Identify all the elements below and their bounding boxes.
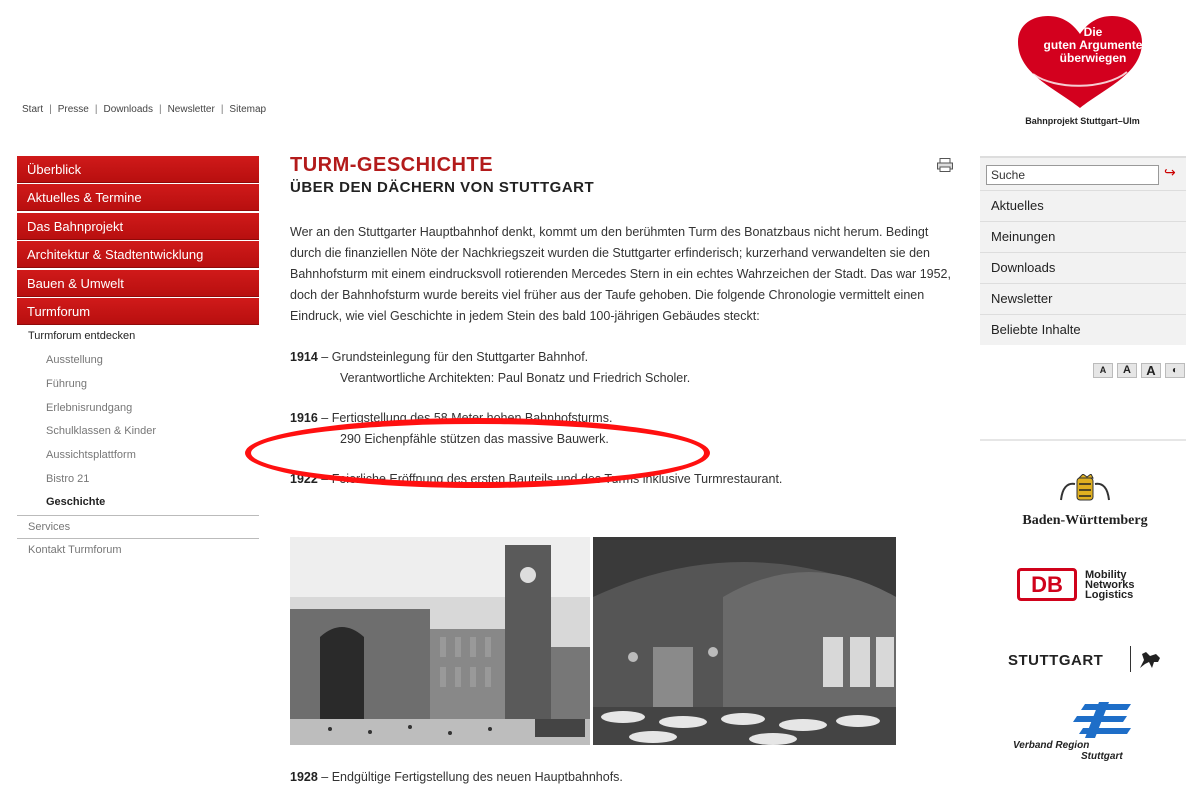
horse-icon	[1136, 648, 1164, 672]
top-link-presse[interactable]: Presse	[57, 104, 89, 115]
sidebar-divider	[980, 439, 1186, 441]
nav-sub-heading[interactable]: Turmforum entdecken	[28, 330, 136, 343]
page-title: TURM-GESCHICHTE	[290, 154, 494, 176]
font-size-medium-button[interactable]: A	[1117, 363, 1137, 378]
db-tagline: Mobility Networks Logistics	[1085, 569, 1135, 601]
nav-sub-ausstellung[interactable]: Ausstellung	[46, 354, 103, 367]
page-subtitle: ÜBER DEN DÄCHERN VON STUTTGART	[290, 179, 595, 196]
nav-item-kontakt[interactable]: Kontakt Turmforum	[17, 538, 259, 561]
db-logo: DB	[1017, 568, 1077, 601]
intro-text: Wer an den Stuttgarter Hauptbahnhof denkt, kommt um den berühmten Turm des Bonatzbaus nicht herum. Bedingt durch die finanziellen Nöte der Nachkriegszeit wurden die Stuttgarter erfinderisch; kurzerhand verwandelten sie den Bahnhofsturm mit einem eindrucksvoll rotierenden Mercedes Stern in ein echtes Wahrzeichen der Stadt. Das war 1952, doch der Bahnhofsturm wurde bereits viel früher aus der Taufe gehoben. Die folgende Chronologie vermittelt einen Eindruck, wie viel Geschichte in jedem Stein des bald 100-jährigen Gebäudes steckt:	[290, 225, 951, 323]
font-size-small-button[interactable]: A	[1093, 363, 1113, 378]
nav-item-architektur[interactable]: Architektur & Stadtentwicklung	[17, 241, 259, 268]
right-link-aktuelles[interactable]: Aktuelles	[980, 190, 1186, 221]
top-link-sitemap[interactable]: Sitemap	[229, 104, 267, 115]
sponsor-verband-region[interactable]	[1013, 702, 1143, 764]
top-link-newsletter[interactable]: Newsletter	[167, 104, 215, 115]
tower-restaurant-photo	[593, 537, 896, 745]
highlight-ellipse	[245, 418, 710, 488]
nav-item-bauen[interactable]: Bauen & Umwelt	[17, 270, 259, 297]
coat-of-arms-icon	[1053, 474, 1117, 504]
site-logo[interactable]	[1000, 14, 1170, 134]
sponsor-baden-wuerttemberg[interactable]: Baden-Württemberg	[1005, 474, 1165, 529]
vrs-logo-icon	[1073, 702, 1135, 738]
right-sidebar	[980, 156, 1186, 378]
nav-item-aktuelles[interactable]: Aktuelles & Termine	[17, 184, 259, 211]
nav-item-bahnprojekt[interactable]: Das Bahnprojekt	[17, 213, 259, 240]
nav-sub-schulklassen[interactable]: Schulklassen & Kinder	[46, 425, 157, 438]
heart-slogan: Die guten Argumente überwiegen	[1043, 25, 1143, 65]
event-1914: 1914 – Grundsteinlegung für den Stuttgarter Bahnhof. Verantwortliche Architekten: Paul Bonatz und Friedrich Scholer.	[290, 350, 691, 385]
right-link-downloads[interactable]: Downloads	[980, 252, 1186, 283]
nav-sub-bistro[interactable]: Bistro 21	[46, 472, 90, 485]
font-size-controls	[1093, 363, 1185, 378]
nav-sub-aussichtsplattform[interactable]: Aussichtsplattform	[46, 449, 136, 462]
vrs-name: Verband Region Stuttgart	[1013, 740, 1123, 762]
nav-sub-fuehrung[interactable]: Führung	[46, 378, 87, 391]
nav-item-turmforum[interactable]: Turmforum	[17, 298, 259, 325]
top-link-downloads[interactable]: Downloads	[103, 104, 153, 115]
nav-item-ueberblick[interactable]: Überblick	[17, 156, 259, 183]
nav-sub-geschichte[interactable]: Geschichte	[46, 496, 106, 509]
right-link-beliebte[interactable]: Beliebte Inhalte	[980, 314, 1186, 345]
history-photos	[290, 537, 896, 745]
search-input[interactable]	[986, 165, 1159, 185]
nav-sub-erlebnisrundgang[interactable]: Erlebnisrundgang	[46, 401, 133, 414]
arrow-right-icon[interactable]: ↪	[1164, 164, 1176, 180]
station-exterior-photo	[290, 537, 590, 745]
sponsor-stuttgart[interactable]: STUTTGART	[1008, 646, 1168, 674]
top-link-start[interactable]: Start	[22, 104, 44, 115]
event-1916: 1916 – Fertigstellung des 58 Meter hohen Bahnhofsturms. 290 Eichenpfähle stützen das massive Bauwerk.	[290, 411, 613, 446]
nav-item-services[interactable]: Services	[17, 515, 259, 538]
left-navigation	[17, 156, 259, 561]
event-1928: 1928 – Endgültige Fertigstellung des neuen Hauptbahnhofs.	[290, 770, 623, 784]
event-1922: 1922 – Feierliche Eröffnung des ersten Bauteils und des Turms inklusive Turmrestaurant.	[290, 472, 783, 486]
logo-caption: Bahnprojekt Stuttgart–Ulm	[1025, 116, 1140, 126]
contrast-button[interactable]: ◐	[1165, 363, 1185, 378]
top-links: Start | Presse | Downloads | Newsletter | Sitemap	[22, 104, 267, 115]
font-size-large-button[interactable]: A	[1141, 363, 1161, 378]
search-box	[980, 156, 1186, 190]
right-link-newsletter[interactable]: Newsletter	[980, 283, 1186, 314]
right-link-meinungen[interactable]: Meinungen	[980, 221, 1186, 252]
